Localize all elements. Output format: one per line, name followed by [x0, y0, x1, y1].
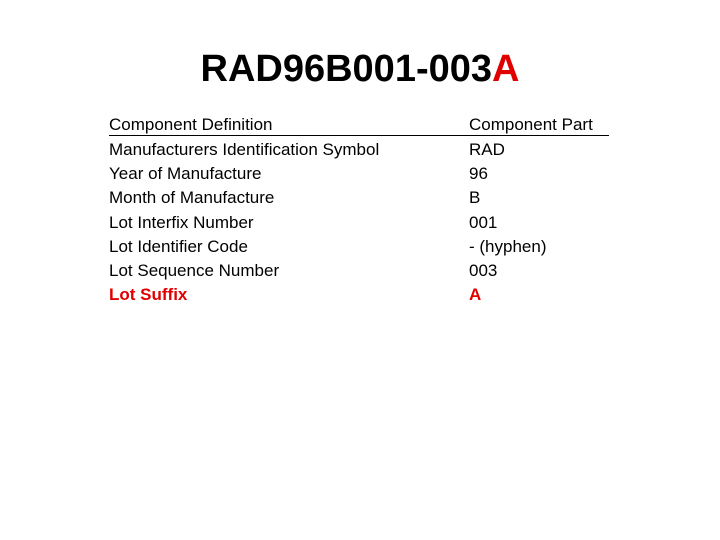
table-row	[109, 186, 609, 210]
table-row	[109, 211, 609, 235]
table-row	[109, 138, 609, 162]
row-part: 003	[469, 261, 498, 281]
title-suffix: A	[492, 48, 520, 90]
row-definition: Lot Identifier Code	[109, 236, 248, 256]
table-header-row	[109, 113, 609, 136]
table-row	[109, 162, 609, 186]
row-definition: Lot Sequence Number	[109, 261, 280, 281]
header-component-part: Component Part	[469, 115, 593, 134]
header-component-definition: Component Definition	[109, 115, 273, 134]
table-row	[109, 259, 609, 283]
row-definition: Manufacturers Identification Symbol	[109, 140, 380, 159]
row-part: RAD	[469, 140, 505, 159]
row-part: 96	[469, 164, 488, 184]
table-row	[109, 235, 609, 259]
title-main: RAD96B001-003	[200, 48, 493, 90]
row-definition: Lot Interfix Number	[109, 212, 254, 232]
row-part: 001	[469, 212, 498, 232]
row-definition: Year of Manufacture	[109, 164, 262, 184]
row-part: B	[469, 188, 481, 208]
row-definition: Month of Manufacture	[109, 188, 275, 208]
row-part: - (hyphen)	[469, 236, 547, 256]
component-table	[109, 113, 609, 307]
slide-title	[0, 44, 720, 94]
table-row-lot-suffix	[109, 283, 609, 307]
row-definition: Lot Suffix	[109, 285, 188, 305]
row-part: A	[469, 285, 482, 305]
